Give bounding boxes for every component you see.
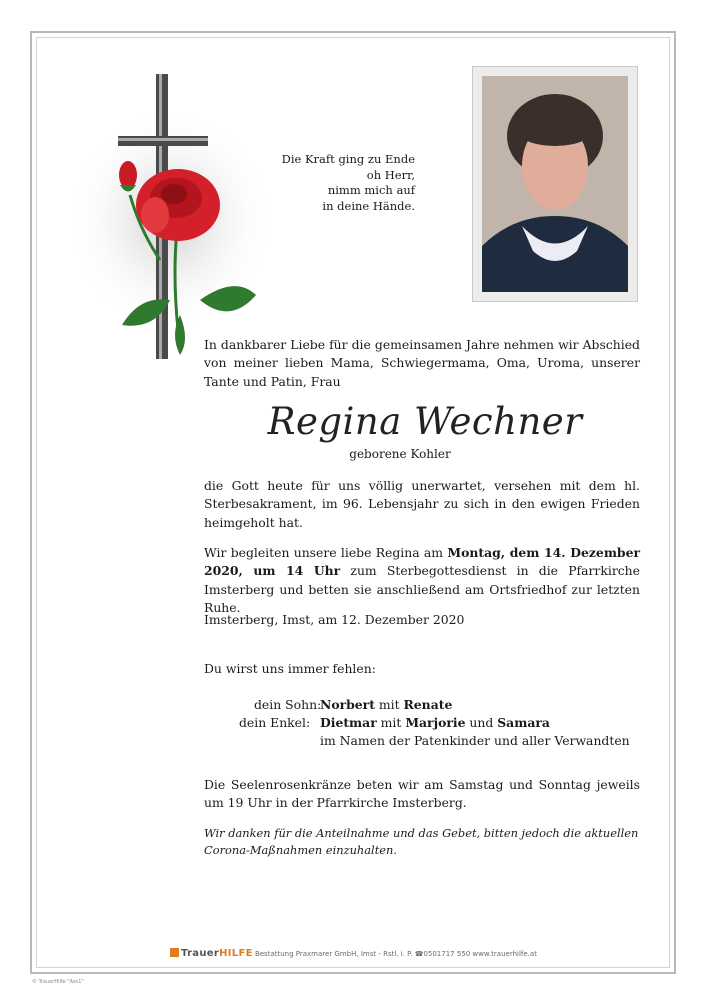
verse-line: nimm mich auf [327, 183, 415, 197]
place-date: Imsterberg, Imst, am 12. Dezember 2020 [204, 612, 465, 627]
son-label: dein Sohn: [254, 697, 322, 712]
grandson-label: dein Enkel: [239, 715, 311, 730]
funeral-post: zum Sterbegottesdienst in die Pfarrkirche Imsterberg und betten sie anschließend am Ortsfriedhof zur letzten Ruhe. [204, 563, 640, 616]
portrait-photo [482, 76, 628, 292]
footer-info: Bestattung Praxmarer GmbH, Imst - Rstl. i. P. ☎0501717 550 www.trauerhilfe.at [254, 950, 537, 958]
copyright: © TrauerHilfe "Ass1" [32, 979, 84, 985]
trauerhilfe-logo-icon [170, 948, 179, 957]
death-notice: die Gott heute für uns völlig unerwartet, versehen mit dem hl. Sterbesakrament, im 96. Lebensjahr zu sich in den ewigen Frieden heimgeholt hat. [204, 478, 640, 530]
connector: mit [374, 697, 404, 712]
footer-brand[interactable] [181, 948, 253, 959]
son-name: Norbert [320, 697, 375, 712]
grandson-partner: Marjorie [405, 715, 466, 730]
verse-line: Die Kraft ging zu Ende [281, 152, 415, 166]
grandson-entry [320, 714, 550, 732]
rose-icon [136, 169, 220, 241]
verse-line: oh Herr, [366, 167, 415, 182]
rosebud-icon [119, 161, 137, 192]
son-partner: Renate [403, 697, 453, 712]
verse-line: in deine Hände. [322, 198, 415, 213]
rosary-text: Die Seelenrosenkränze beten wir am Samstag und Sonntag jeweils um 19 Uhr in der Pfarrkirche Imsterberg. [204, 777, 640, 811]
brand-part-b: HILFE [219, 948, 253, 959]
son-entry [320, 696, 452, 714]
grandson-child: Samara [497, 715, 550, 730]
intro-text: In dankbarer Liebe für die gemeinsamen Jahre nehmen wir Abschied von meiner lieben Mama, Schwiegermama, Oma, Uroma, unserer Tante und Patin, Frau [204, 337, 640, 389]
funeral-date: Montag, dem 14. Dezember 2020, um 14 Uhr [204, 545, 641, 579]
footer [0, 948, 707, 959]
connector: und [465, 715, 498, 730]
cross-rose-illustration [60, 70, 280, 370]
birth-name: geborene Kohler [349, 447, 451, 461]
deceased-name: Regina Wechner [267, 400, 583, 443]
closing-line: Du wirst uns immer fehlen: [204, 661, 376, 676]
grandson-name: Dietmar [320, 715, 377, 730]
covid-note: Wir danken für die Anteilnahme und das Gebet, bitten jedoch die aktuellen Corona-Maßnahmen einzuhalten. [204, 826, 639, 857]
verse [255, 152, 415, 214]
brand-part-a: Trauer [181, 948, 220, 959]
other-relatives: im Namen der Patenkinder und aller Verwandten [320, 733, 630, 748]
funeral-text [204, 544, 640, 618]
funeral-pre: Wir begleiten unsere liebe Regina am [204, 545, 448, 560]
connector: mit [376, 715, 406, 730]
